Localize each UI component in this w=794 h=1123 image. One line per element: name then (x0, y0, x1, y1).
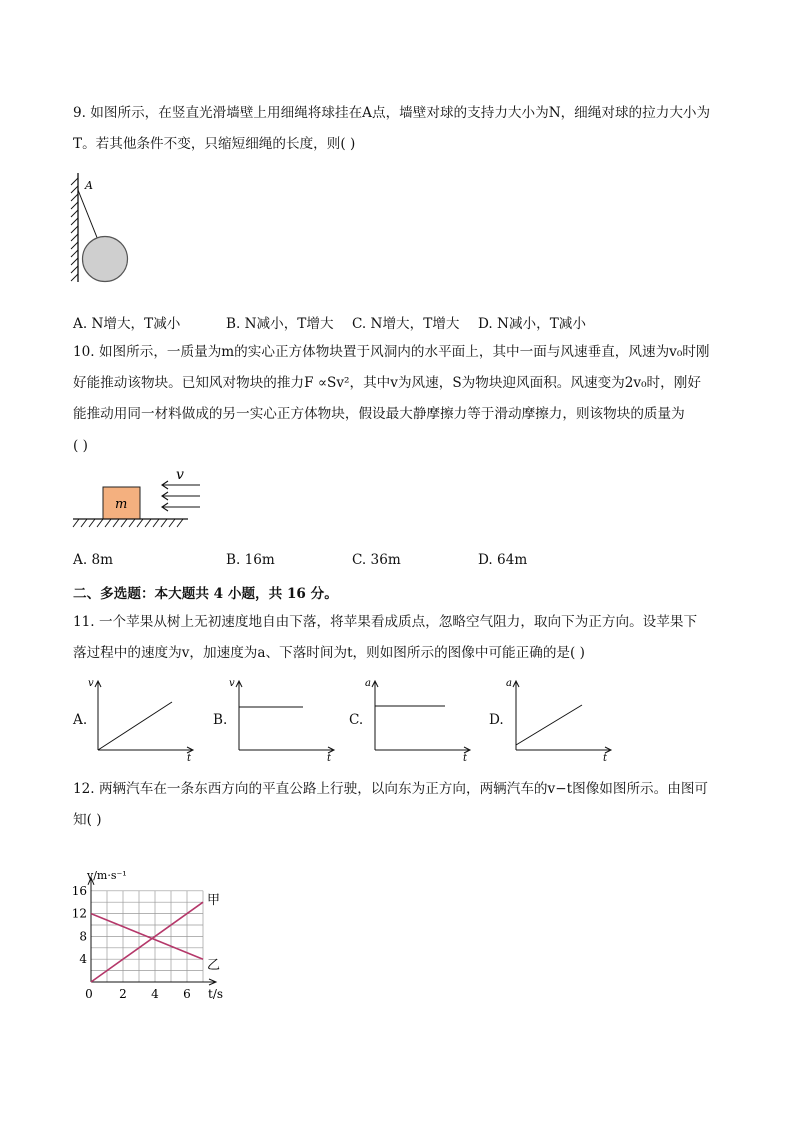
q10-block-label: m (115, 497, 128, 512)
q11-graph-b-ylabel: v (229, 678, 235, 689)
q12-vt-chart (68, 836, 238, 1004)
series-line-jia (91, 902, 203, 982)
x-tick-label: 2 (119, 987, 127, 1001)
q9-text-line2: T。若其他条件不变，只缩短细绳的长度，则( ) (73, 136, 356, 152)
y-tick-label: 8 (79, 929, 87, 944)
q11-graph-a-xlabel: t (187, 753, 192, 761)
series-label-yi: 乙 (207, 958, 221, 974)
q11-graph-d-xlabel: t (603, 753, 608, 761)
q9-option-b[interactable]: B. N减小，T增大 (226, 316, 334, 332)
q12-text-line2: 知( ) (73, 812, 102, 828)
q9-figure-wall-ball (68, 170, 138, 285)
q9-text-line1: 9. 如图所示，在竖直光滑墙壁上用细绳将球挂在A点，墙壁对球的支持力大小为N，细绳对球的拉力大小为 (73, 105, 711, 121)
y-axis-label: v/m·s⁻¹ (87, 868, 127, 882)
x-axis-label: t/s (208, 987, 224, 1001)
x-tick-label: 6 (183, 987, 191, 1001)
q9-option-d[interactable]: D. N减小，T减小 (478, 316, 586, 332)
q11-graph-a (88, 676, 198, 761)
q10-text-line3: 能推动用同一材料做成的另一实心正方体物块，假设最大静摩擦力等于滑动摩擦力，则该物块的质量为 (73, 406, 685, 422)
q11-graph-c-xlabel: t (463, 753, 468, 761)
q9-option-c[interactable]: C. N增大，T增大 (352, 316, 460, 332)
q10-option-d[interactable]: D. 64m (478, 552, 528, 568)
q11-graph-a-line (98, 702, 172, 750)
q11-option-b[interactable]: B. (213, 712, 228, 728)
y-tick-label: 4 (79, 952, 87, 967)
q11-graph-b-xlabel: t (327, 753, 332, 761)
q9-point-label: A (85, 179, 93, 192)
q10-option-c[interactable]: C. 36m (352, 552, 401, 568)
q11-graph-a-ylabel: v (88, 678, 94, 689)
q9-ball (83, 237, 128, 282)
q10-figure-wind-block (70, 462, 200, 534)
q11-graph-c-ylabel: a (365, 678, 371, 689)
section-2-heading: 二、多选题：本大题共 4 小题，共 16 分。 (73, 586, 338, 602)
q10-text-line4: ( ) (73, 438, 88, 454)
q10-option-a[interactable]: A. 8m (73, 552, 113, 568)
q11-text-line1: 11. 一个苹果从树上无初速度地自由下落，将苹果看成质点，忽略空气阻力，取向下为正方向。设苹果下 (73, 614, 698, 630)
q11-option-c[interactable]: C. (349, 712, 364, 728)
q10-text-line2: 好能推动该物块。已知风对物块的推力F ∝Sv²，其中v为风速，S为物块迎风面积。风速变为2v₀时，刚好 (73, 375, 701, 391)
q10-wind-arrows (162, 481, 200, 511)
y-tick-label: 12 (71, 906, 87, 921)
q11-option-d[interactable]: D. (489, 712, 504, 728)
q10-wind-label: v (176, 467, 184, 483)
q10-option-b[interactable]: B. 16m (226, 552, 275, 568)
series-label-jia: 甲 (207, 893, 221, 909)
q11-text-line2: 落过程中的速度为v，加速度为a、下落时间为t，则如图所示的图像中可能正确的是( ) (73, 645, 585, 661)
q11-graph-d-line (516, 705, 582, 745)
y-tick-label: 16 (71, 883, 87, 898)
q11-graph-c (365, 676, 475, 761)
q11-graph-d (506, 676, 616, 761)
q11-option-a[interactable]: A. (73, 712, 88, 728)
q10-text-line1: 10. 如图所示，一质量为m的实心正方体物块置于风洞内的水平面上，其中一面与风速垂直，风速为v₀时刚 (73, 344, 710, 360)
x-tick-label: 4 (151, 987, 159, 1001)
x-tick-label: 0 (85, 987, 93, 1001)
q9-option-a[interactable]: A. N增大，T减小 (73, 316, 181, 332)
q11-graph-d-ylabel: a (506, 678, 512, 689)
q12-text-line1: 12. 两辆汽车在一条东西方向的平直公路上行驶，以向东为正方向，两辆汽车的v−t图像如图所示。由图可 (73, 781, 709, 797)
q11-graph-b (229, 676, 339, 761)
